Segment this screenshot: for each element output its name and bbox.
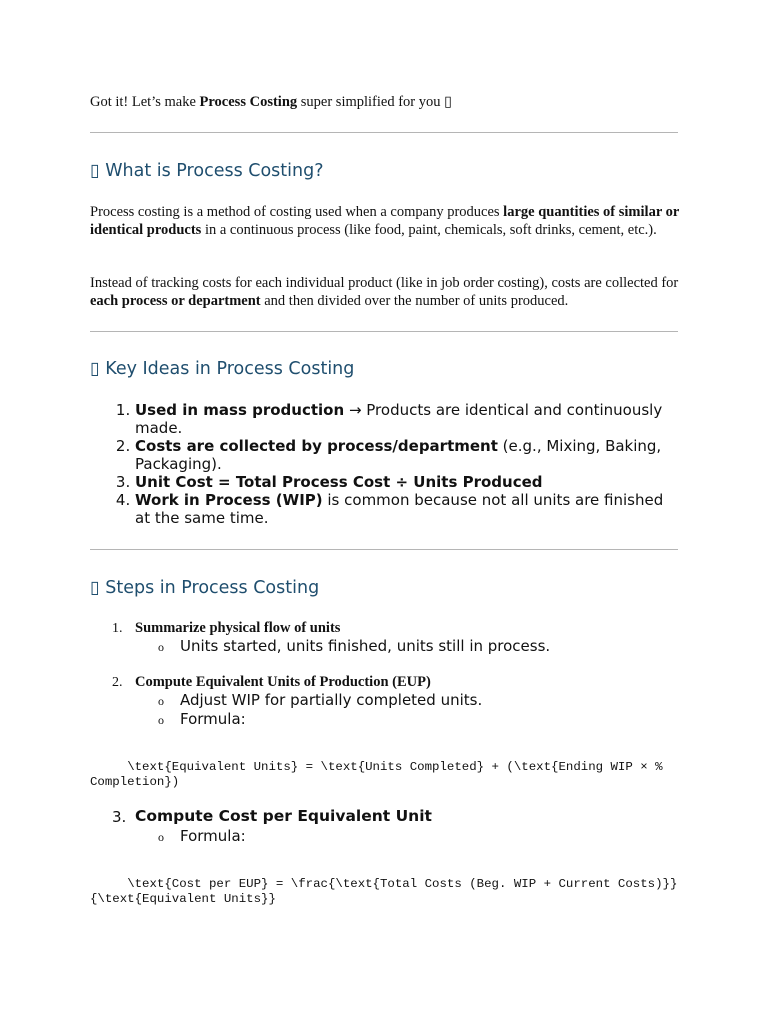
list-item xyxy=(135,473,680,491)
formula-equivalent-units: \text{Equivalent Units} = \text{Units Completed} + (\text{Ending WIP × % Completion}) xyxy=(90,760,670,789)
paragraph-definition xyxy=(90,204,680,239)
item-text: (e.g., Mixing, Baking, Packaging). xyxy=(135,437,662,473)
step-number: 2. xyxy=(112,675,123,690)
paragraph-instead xyxy=(90,275,680,310)
text-run: and then divided over the number of units produced. xyxy=(260,292,569,309)
emoji-placeholder-icon: ▯ xyxy=(90,161,100,181)
item-bold: Unit Cost = Total Process Cost ÷ Units Produced xyxy=(135,473,543,491)
subitem-text: Adjust WIP for partially completed units. xyxy=(180,691,483,709)
step-subitem xyxy=(158,827,246,846)
section-heading-steps xyxy=(90,577,319,599)
text-run-bold: each process or department xyxy=(90,292,261,309)
item-bold: Used in mass production xyxy=(135,401,345,419)
list-item xyxy=(135,401,680,437)
subitem-text: Formula: xyxy=(180,710,246,728)
divider xyxy=(90,132,678,133)
intro-bold: Process Costing xyxy=(199,94,298,110)
item-text: is common because not all units are finished at the same time. xyxy=(135,491,664,527)
intro-suffix: super simplified for you xyxy=(297,94,445,110)
bullet-icon: o xyxy=(158,640,164,654)
section-title: What is Process Costing? xyxy=(105,161,324,181)
intro-prefix: Got it! Let’s make xyxy=(90,94,200,110)
bullet-icon: o xyxy=(158,694,164,708)
list-item xyxy=(135,437,680,473)
key-ideas-list xyxy=(90,401,680,527)
emoji-placeholder-icon: ▯ xyxy=(90,359,100,379)
subitem-text: Formula: xyxy=(180,827,246,845)
step-number: 3. xyxy=(112,808,127,826)
text-run: Process costing is a method of costing used when a company produces xyxy=(90,204,504,220)
subitem-text: Units started, units finished, units still in process. xyxy=(180,637,551,655)
item-bold: Costs are collected by process/department xyxy=(135,437,498,455)
step-number: 1. xyxy=(112,621,123,636)
emoji-placeholder-icon: ▯ xyxy=(90,578,100,598)
text-run: in a continuous process (like food, paint, chemicals, soft drinks, cement, etc.). xyxy=(201,221,657,238)
bullet-icon: o xyxy=(158,830,164,844)
step-title: Summarize physical flow of units xyxy=(135,620,341,636)
divider xyxy=(90,331,678,332)
text-run: Instead of tracking costs for each individual product (like in job order costing), costs are collected for xyxy=(90,275,679,291)
step-title: Compute Equivalent Units of Production (EUP) xyxy=(135,674,431,690)
section-heading-key-ideas xyxy=(90,358,354,380)
list-item xyxy=(135,491,680,527)
section-title: Steps in Process Costing xyxy=(105,578,320,598)
section-title: Key Ideas in Process Costing xyxy=(105,359,355,379)
bullet-icon: o xyxy=(158,713,164,727)
divider xyxy=(90,549,678,550)
step-subitem xyxy=(158,691,482,710)
text-run-bold: large quantities of similar or identical products xyxy=(90,204,680,238)
step-title: Compute Cost per Equivalent Unit xyxy=(135,807,432,825)
section-heading-what-is xyxy=(90,160,324,182)
step-subitem xyxy=(158,710,246,729)
item-text: → Products are identical and continuously made. xyxy=(135,401,663,437)
item-bold: Work in Process (WIP) xyxy=(135,491,323,509)
formula-cost-per-eup: \text{Cost per EUP} = \frac{\text{Total Costs (Beg. WIP + Current Costs)}}{\text{Equivalent Units}} xyxy=(90,877,678,906)
intro-line xyxy=(90,92,452,112)
emoji-placeholder-icon: ▯ xyxy=(444,94,453,110)
step-subitem xyxy=(158,637,550,656)
